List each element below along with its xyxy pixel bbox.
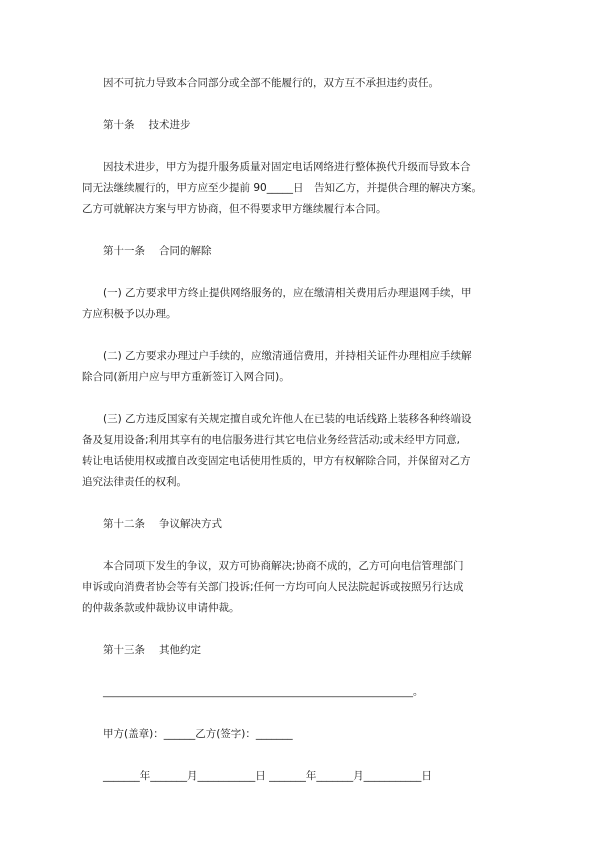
paragraph-dispute <box>82 556 522 619</box>
text-line: 追究法律责任的权利。 <box>82 476 187 488</box>
text-line: 方应积极予以办理。 <box>82 308 177 320</box>
paragraph-termination-2 <box>82 346 522 388</box>
text-line: 同无法继续履行的，甲方应至少提前 90_____日 告知乙方，并提供合理的解决方案。 <box>82 182 482 194</box>
text-line: 的仲裁条款或仲裁协议申请仲裁。 <box>82 602 240 614</box>
text-line: 乙方可就解决方案与甲方协商，但不得要求甲方继续履行本合同。 <box>82 203 387 215</box>
text-line: 本合同项下发生的争议，双方可协商解决;协商不成的，乙方可向电信管理部门 <box>103 560 464 572</box>
section-number: 第十条 <box>103 119 135 131</box>
section-heading-13 <box>103 640 201 661</box>
text-line: (一) 乙方要求甲方终止提供网络服务的，应在缴清相关费用后办理退网手续，甲 <box>103 287 472 299</box>
section-number: 第十一条 <box>103 245 145 257</box>
date-line: _______年_______月___________日 _______年_______月___________日 <box>103 770 432 782</box>
text-line: (三) 乙方违反国家有关规定擅自或允许他人在已装的电话线路上装移各种终端设 <box>103 413 472 425</box>
paragraph-tech-progress <box>82 157 522 220</box>
section-title: 其他约定 <box>159 644 201 656</box>
text-line: 因技术进步，甲方为提升服务质量对固定电话网络进行整体换代升级而导致本合 <box>103 161 471 173</box>
text-line: 除合同(新用户应与甲方重新签订入网合同)。 <box>82 371 290 383</box>
section-heading-11 <box>103 241 212 262</box>
text-line: 转让电话使用权或擅自改变固定电话使用性质的，甲方有权解除合同，并保留对乙方 <box>82 455 471 467</box>
section-number: 第十三条 <box>103 644 145 656</box>
section-heading-12 <box>103 514 222 535</box>
paragraph-termination-1 <box>82 283 522 325</box>
paragraph-termination-3 <box>82 409 522 493</box>
section-heading-10 <box>103 115 191 136</box>
text-line: (二) 乙方要求办理过户手续的，应缴清通信费用，并持相关证件办理相应手续解 <box>103 350 472 362</box>
paragraph-force-majeure <box>82 73 543 94</box>
section-title: 技术进步 <box>148 119 191 131</box>
other-agreement-blank: ______________________________________________________________。 <box>103 687 423 698</box>
section-title: 争议解决方式 <box>159 518 222 530</box>
signature-line: 甲方(盖章)：______乙方(签字)：_______ <box>103 728 293 740</box>
section-number: 第十二条 <box>103 518 145 530</box>
text-line: 申诉或向消费者协会等有关部门投诉;任何一方均可向人民法院起诉或按照另行达成 <box>82 581 464 593</box>
section-title: 合同的解除 <box>159 245 212 257</box>
text-line: 备及复用设备;利用其享有的电信服务进行其它电信业务经营活动;或未经甲方同意, <box>82 434 460 446</box>
text-line: 因不可抗力导致本合同部分或全部不能履行的，双方互不承担违约责任。 <box>103 77 439 89</box>
